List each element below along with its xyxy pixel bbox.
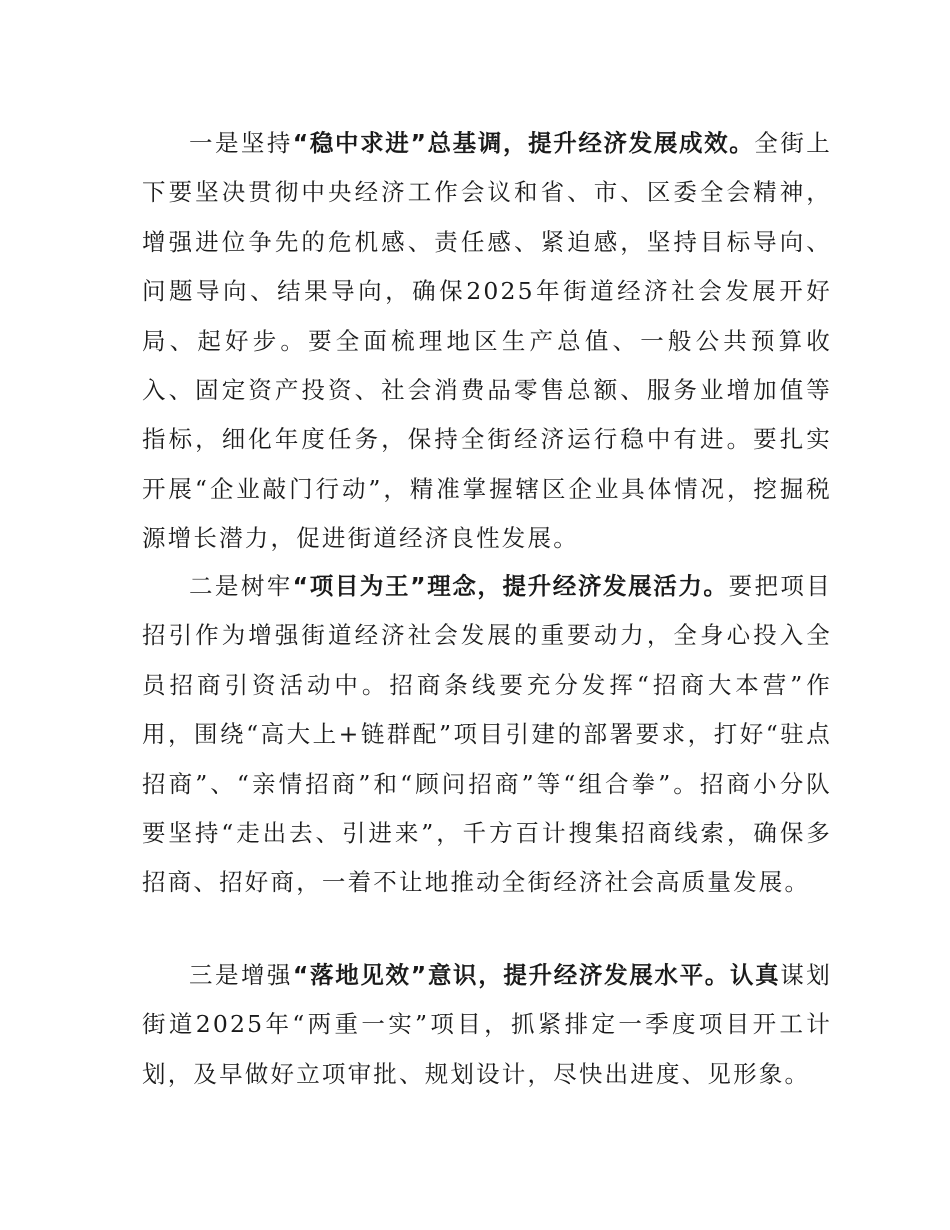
paragraph-1 <box>142 119 832 564</box>
paragraph-3 <box>142 951 832 1099</box>
paragraph-3-lead: “落地见效”意识，提升经济发展水平。认真 <box>292 961 781 989</box>
paragraph-2-lead: “项目为王”理念，提升经济发展活力。 <box>292 572 729 600</box>
paragraph-2-prefix: 二是树牢 <box>189 572 293 600</box>
paragraph-3-prefix: 三是增强 <box>189 961 293 989</box>
paragraph-3-body: 谋划街道2025年“两重一实”项目，抓紧排定一季度项目开工计划，及早做好立项审批、规划设计，尽快出进度、见形象。 <box>142 961 832 1088</box>
paragraph-1-prefix: 一是坚持 <box>189 129 293 157</box>
paragraph-2-body: 要把项目招引作为增强街道经济社会发展的重要动力，全身心投入全员招商引资活动中。招商条线要充分发挥“招商大本营”作用，围绕“高大上+链群配”项目引建的部署要求，打好“驻点招商”、“亲情招商”和“顾问招商”等“组合拳”。招商小分队要坚持“走出去、引进来”，千方百计搜集招商线索，确保多招商、招好商，一着不让地推动全街经济社会高质量发展。 <box>142 572 832 897</box>
paragraph-1-body: 全街上下要坚决贯彻中央经济工作会议和省、市、区委全会精神，增强进位争先的危机感、责任感、紧迫感，坚持目标导向、问题导向、结果导向，确保2025年街道经济社会发展开好局、起好步。要全面梳理地区生产总值、一般公共预算收入、固定资产投资、社会消费品零售总额、服务业增加值等指标，细化年度任务，保持全街经济运行稳中有进。要扎实开展“企业敲门行动”，精准掌握辖区企业具体情况，挖掘税源增长潜力，促进街道经济良性发展。 <box>142 129 832 553</box>
paragraph-1-lead: “稳中求进”总基调，提升经济发展成效。 <box>292 129 755 157</box>
paragraph-2 <box>142 562 832 908</box>
